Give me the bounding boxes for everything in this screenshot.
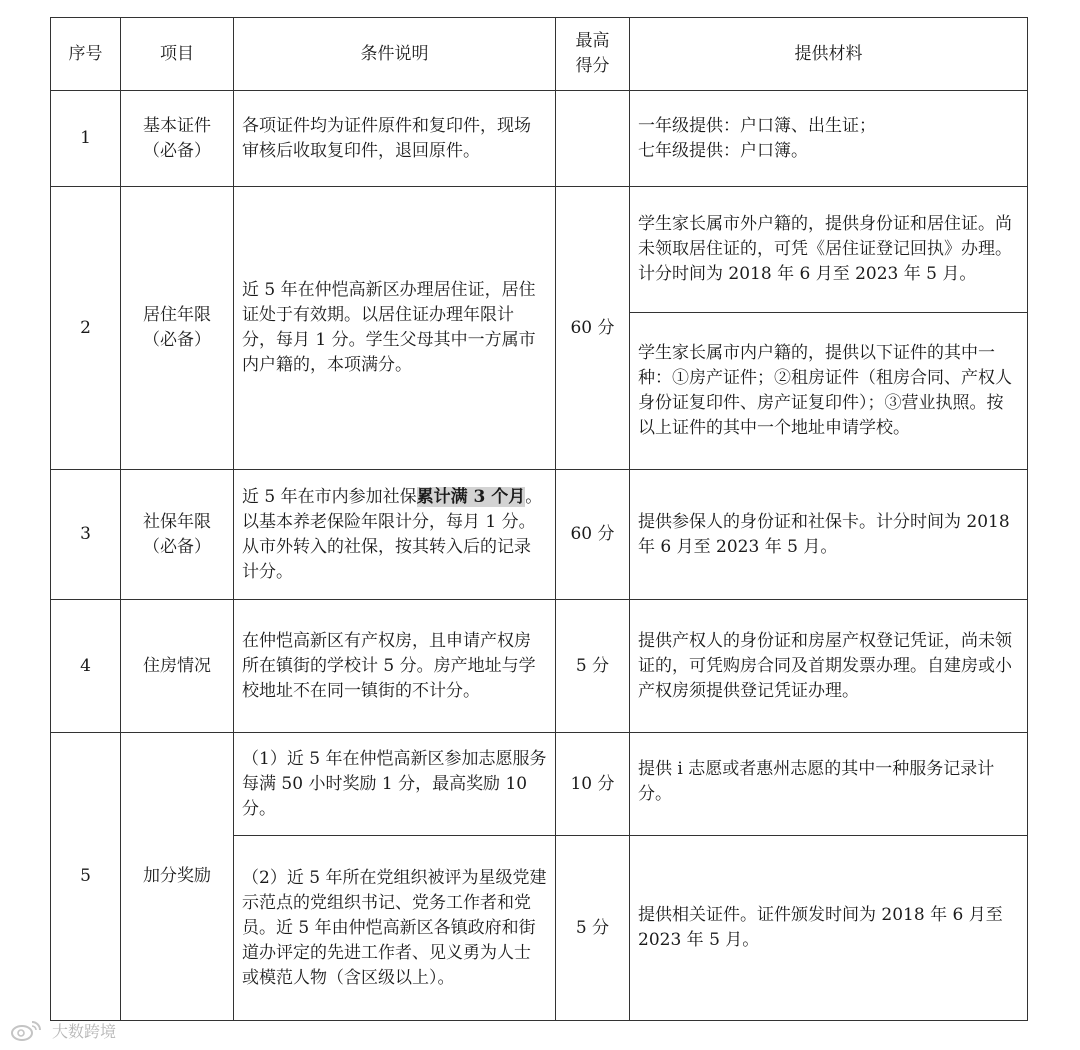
header-row <box>51 18 1028 91</box>
row-num: 5 <box>51 733 121 1021</box>
table-row <box>51 470 1028 600</box>
row-materials: 提供参保人的身份证和社保卡。计分时间为 2018 年 6 月至 2023 年 5 月。 <box>630 470 1028 600</box>
row-item <box>121 470 234 600</box>
row-num: 2 <box>51 187 121 470</box>
header-item: 项目 <box>121 18 234 91</box>
row-score: 5 分 <box>556 836 630 1021</box>
row-condition: （2）近 5 年所在党组织被评为星级党建示范点的党组织书记、党务工作者和党员。近 5 年由仲恺高新区各镇政府和街道办评定的先进工作者、见义勇为人士或模范人物（含区级以上）。 <box>234 836 556 1021</box>
table-row <box>51 733 1028 836</box>
row-condition <box>234 470 556 600</box>
row-item-text: 居住年限（必备） <box>143 305 211 350</box>
material-line: 一年级提供：户口簿、出生证； <box>638 115 876 136</box>
row-num: 4 <box>51 600 121 733</box>
row-materials <box>630 91 1028 187</box>
condition-text: 近 5 年在市内参加社保 <box>242 486 417 507</box>
highlighted-text: 累计满 3 个月 <box>416 486 526 507</box>
watermark-text: 大数跨境 <box>52 1021 117 1041</box>
row-score: 5 分 <box>556 600 630 733</box>
row-item: 住房情况 <box>121 600 234 733</box>
row-item-text: 社保年限（必备） <box>143 511 211 557</box>
row-condition: 在仲恺高新区有产权房，且申请产权房所在镇街的学校计 5 分。房产地址与学校地址不在同一镇街的不计分。 <box>234 600 556 733</box>
row-score <box>556 91 630 187</box>
row-materials: 提供 i 志愿或者惠州志愿的其中一种服务记录计分。 <box>630 733 1028 836</box>
row-condition: 近 5 年在仲恺高新区办理居住证，居住证处于有效期。以居住证办理年限计分，每月 1 分。学生父母其中一方属市内户籍的，本项满分。 <box>234 187 556 470</box>
material-line: 七年级提供：户口簿。 <box>638 140 808 161</box>
row-item <box>121 91 234 187</box>
row-item-text: 基本证件（必备） <box>143 115 211 161</box>
row-materials: 提供相关证件。证件颁发时间为 2018 年 6 月至 2023 年 5 月。 <box>630 836 1028 1021</box>
row-materials: 提供产权人的身份证和房屋产权登记凭证，尚未领证的，可凭购房合同及首期发票办理。自建房或小产权房须提供登记凭证办理。 <box>630 600 1028 733</box>
requirements-table <box>50 17 1028 1021</box>
row-materials: 学生家长属市外户籍的，提供身份证和居住证。尚未领取居住证的，可凭《居住证登记回执》办理。计分时间为 2018 年 6 月至 2023 年 5 月。 <box>630 187 1028 313</box>
row-item: 加分奖励 <box>121 733 234 1021</box>
header-condition: 条件说明 <box>234 18 556 91</box>
weibo-logo-icon <box>10 1018 48 1042</box>
row-item <box>121 187 234 470</box>
header-score <box>556 18 630 91</box>
header-materials: 提供材料 <box>630 18 1028 91</box>
row-materials: 学生家长属市内户籍的，提供以下证件的其中一种：①房产证件；②租房证件（租房合同、产权人身份证复印件、房产证复印件）；③营业执照。按以上证件的其中一个地址申请学校。 <box>630 313 1028 470</box>
row-condition: （1）近 5 年在仲恺高新区参加志愿服务每满 50 小时奖励 1 分，最高奖励 10 分。 <box>234 733 556 836</box>
row-num: 3 <box>51 470 121 600</box>
condition-text: 。以基本养老保险年限计分，每月 1 分。从市外转入的社保，按其转入后的记录计分。 <box>242 486 543 582</box>
table-row <box>51 91 1028 187</box>
table-row <box>51 187 1028 313</box>
table-row <box>51 600 1028 733</box>
header-score-text: 最高得分 <box>575 31 610 76</box>
row-num: 1 <box>51 91 121 187</box>
row-score: 60 分 <box>556 470 630 600</box>
watermark <box>10 1018 116 1042</box>
row-condition: 各项证件均为证件原件和复印件，现场审核后收取复印件，退回原件。 <box>234 91 556 187</box>
header-num: 序号 <box>51 18 121 91</box>
row-score: 10 分 <box>556 733 630 836</box>
row-score: 60 分 <box>556 187 630 470</box>
